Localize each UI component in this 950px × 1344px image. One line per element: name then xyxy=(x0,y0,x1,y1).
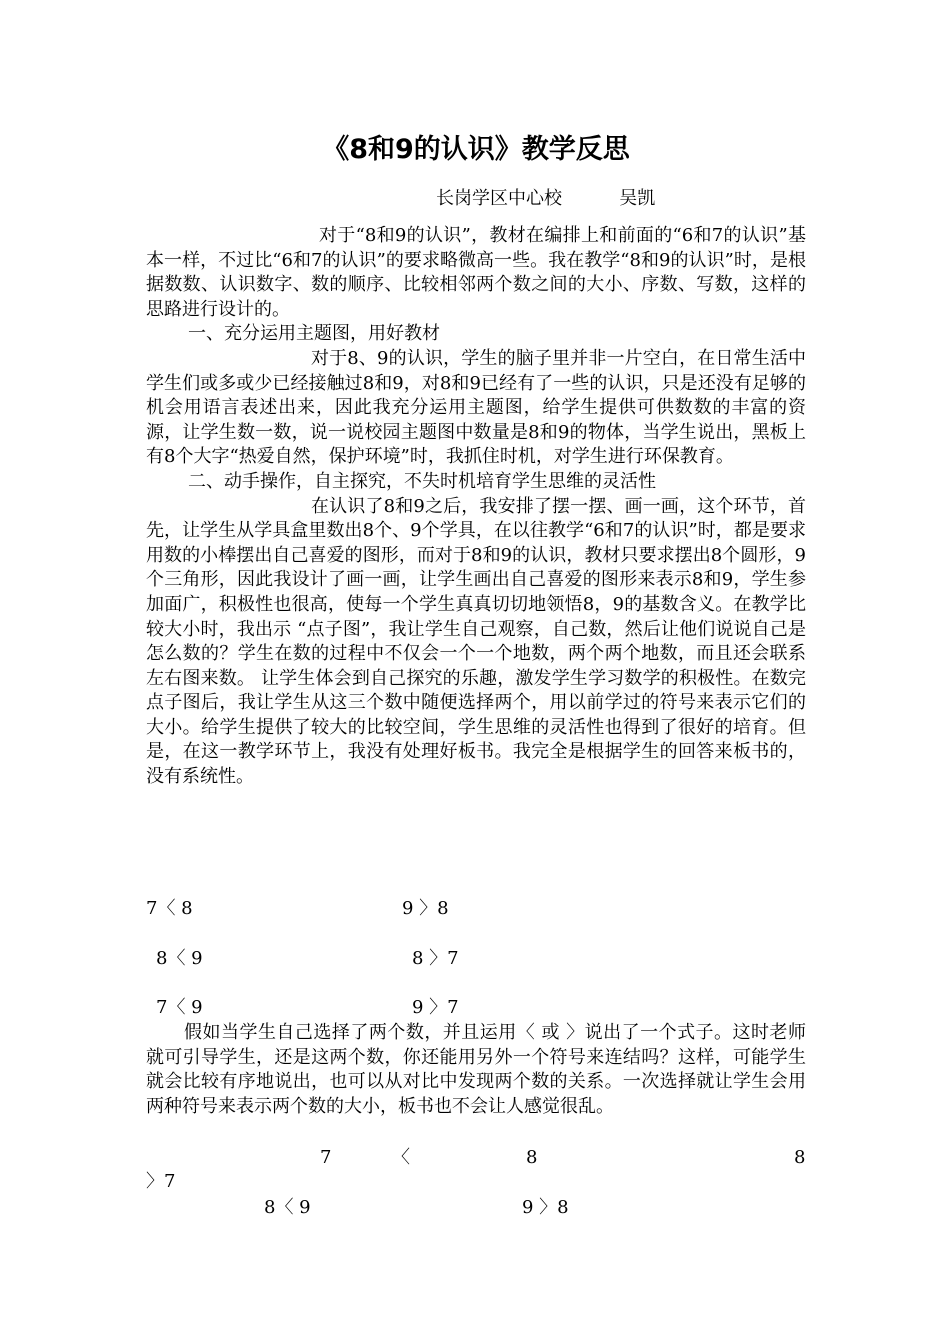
author-byline: 长岗学区中心校 吴凯 xyxy=(436,188,656,209)
board-row-1-num-a: 7 xyxy=(320,1147,332,1168)
section-heading-1: 一、充分运用主题图，用好教材 xyxy=(188,323,440,345)
comparison-1-left: 7〈 8 xyxy=(146,898,193,919)
body-text xyxy=(146,224,806,790)
paragraph-intro: 对于“8和9的认识”，教材在编排上和前面的“6和7的认识”基本一样，不过比“6和7的认识”的要求略微高一些。我在教学“8和9的认识”时，是根据数数、认识数字、数的顺序、比较相邻两个数之间的大小、序数、写数，这样的思路进行设计的。 xyxy=(146,225,806,320)
comparison-3-left: 7〈 9 xyxy=(156,997,203,1018)
board-row-1-wrap: 〉7 xyxy=(146,1171,176,1192)
board-row-1-num-b: 8 xyxy=(526,1147,538,1168)
comparison-1-right: 9 〉8 xyxy=(402,898,449,919)
body-text-tail xyxy=(146,1021,806,1119)
board-row-2-left: 8〈 9 xyxy=(264,1197,311,1218)
comparison-2-right: 8 〉7 xyxy=(412,948,459,969)
board-row-1-sign: 〈 xyxy=(392,1147,410,1168)
paragraph-closing: 假如当学生自己选择了两个数，并且运用〈 或 〉说出了一个式子。这时老师就可引导学生，还是这两个数，你还能用另外一个符号来连结吗？这样，可能学生就会比较有序地说出，也可以从对比中发现两个数的关系。一次选择就让学生会用两种符号来表示两个数的大小，板书也不会让人感觉很乱。 xyxy=(146,1022,806,1117)
comparison-3-right: 9 〉7 xyxy=(412,997,459,1018)
document-title: 《8和9的认识》教学反思 xyxy=(322,134,630,165)
board-row-2-right: 9 〉8 xyxy=(522,1197,569,1218)
board-row-1-num-c: 8 xyxy=(794,1147,806,1168)
paragraph-section-2: 在认识了8和9之后，我安排了摆一摆、画一画，这个环节，首先，让学生从学具盒里数出8个、9个学具，在以往教学“6和7的认识”时，都是要求用数的小棒摆出自己喜爱的图形，而对于8和9的认识，教材只要求摆出8个圆形，9个三角形，因此我设计了画一画，让学生画出自己喜爱的图形来表示8和9，学生参加面广，积极性也很高，使每一个学生真真切切地领悟8，9的基数含义。在教学比较大小时，我出示 “点子图”，我让学生自己观察，自己数，然后让他们说说自己是怎么数的？学生在数的过程中不仅会一个一个地数，两个两个地数，而且还会联系左右图来数。 让学生体会到自己探究的乐趣，激发学生学习数学的积极性。在数完点子图后，我让学生从这三个数中随便选择两个，用以前学过的符号来表示它们的大小。给学生提供了较大的比较空间，学生思维的灵活性也得到了很好的培育。但是，在这一教学环节上，我没有处理好板书。我完全是根据学生的回答来板书的，没有系统性。 xyxy=(146,495,806,788)
paragraph-section-1: 对于8、9的认识，学生的脑子里并非一片空白，在日常生活中学生们或多或少已经接触过8和9，对8和9已经有了一些的认识，只是还没有足够的机会用语言表述出来，因此我充分运用主题图，给学生提供可供数数的丰富的资源，让学生数一数，说一说校园主题图中数量是8和9的物体，当学生说出，黑板上有8个大字“热爱自然，保护环境”时，我抓住时机，对学生进行环保教育。 xyxy=(146,347,806,468)
comparison-2-left: 8〈 9 xyxy=(156,948,203,969)
section-heading-2: 二、动手操作，自主探究，不失时机培育学生思维的灵活性 xyxy=(188,470,656,492)
